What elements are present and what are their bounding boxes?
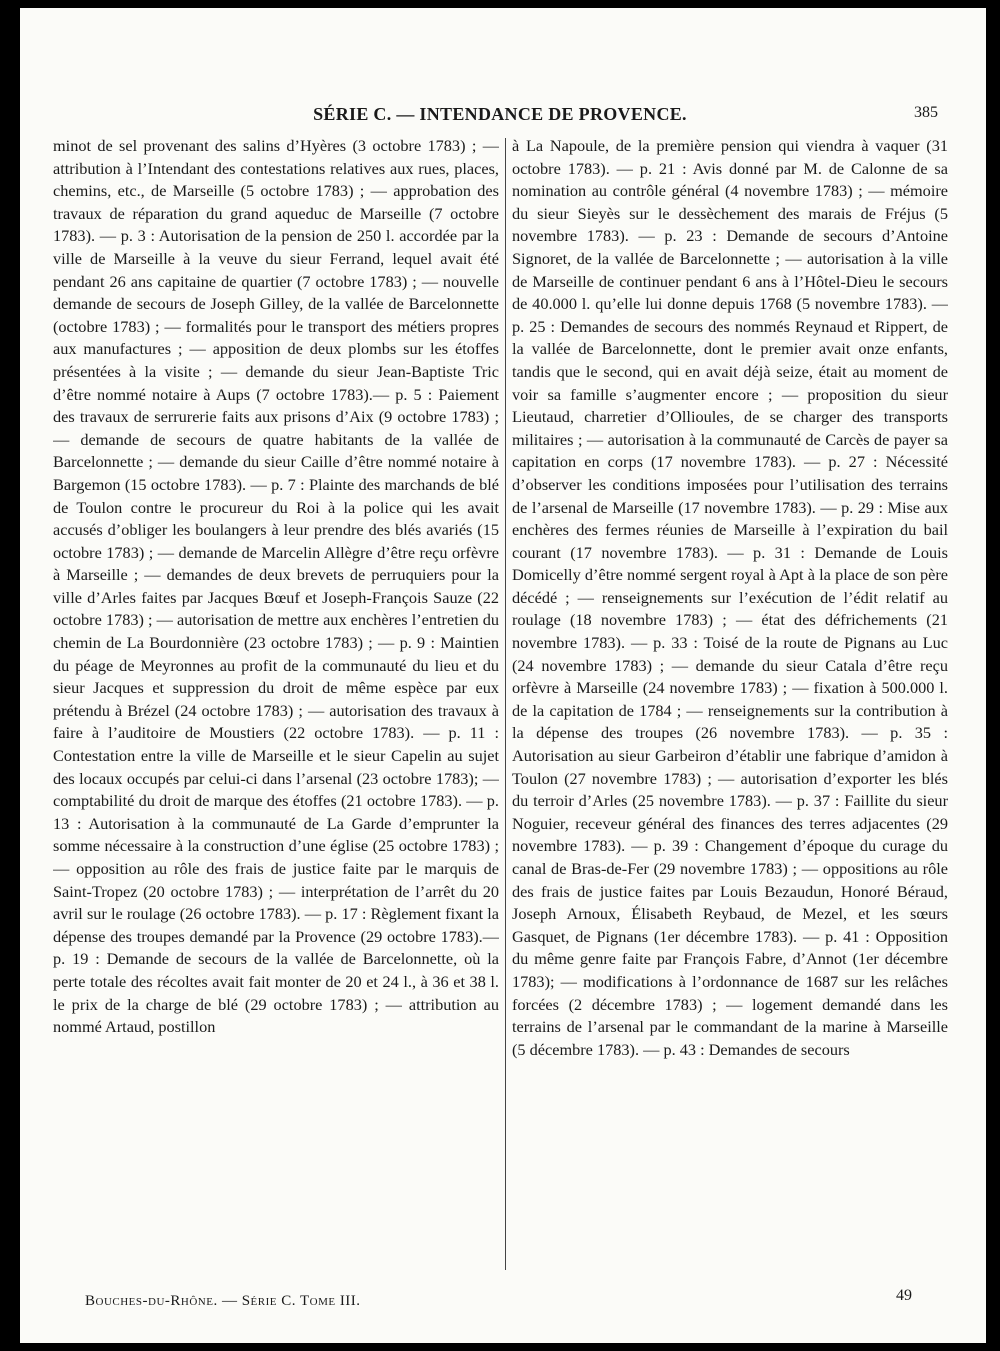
scan-border-left: [0, 0, 20, 1351]
scan-border-right: [986, 0, 1000, 1351]
column-divider: [505, 138, 506, 1270]
page-number: 385: [914, 104, 938, 121]
text-column-left: minot de sel provenant des salins d’Hyères (3 octobre 1783) ; — attribution à l’Intendant des contestations relatives aux rues, places, chemins, etc., de Marseille (5 octobre 1783) ; — approbation des travaux de réparation du grand aqueduc de Marseille (7 octobre 1783). — p. 3 : Autorisation de la pension de 250 l. accordée par la ville de Marseille à la veuve du sieur Ferrand, lequel avait été pendant 26 ans capitaine de quartier (7 octobre 1783) ; — nouvelle demande de secours de Joseph Gilley, de la vallée de Barcelonnette (octobre 1783) ; — formalités pour le transport des métiers propres aux manufactures ; — apposition de deux plombs sur les étoffes présentées à la visite ; — demande du sieur Jean-Baptiste Tric d’être nommé notaire à Aups (7 octobre 1783).— p. 5 : Paiement des travaux de serrurerie faits aux prisons d’Aix (9 octobre 1783) ; — demande de secours de quatre habitants de la vallée de Barcelonnette ; — demande du sieur Caille d’être nommé notaire à Bargemon (15 octobre 1783). — p. 7 : Plainte des marchands de blé de Toulon contre le procureur du Roi à la police qui les avait accusés d’obliger les boulangers à leur prendre des blés avariés (15 octobre 1783) ; — demande de Marcelin Allègre d’être reçu orfèvre à Marseille ; — demandes de deux brevets de perruquiers pour la ville d’Arles faites par Jacques Bœuf et Joseph-François Sauze (22 octobre 1783) ; — autorisation de mettre aux enchères l’entretien du chemin de La Bourdonnière (23 octobre 1783) ; — p. 9 : Maintien du péage de Meyronnes au profit de la communauté du lieu et du sieur Jacques et suppression du droit de même espèce par eux prétendu à Brézel (24 octobre 1783) ; — autorisation des travaux à faire à l’auditoire de Moustiers (22 octobre 1783). — p. 11 : Contestation entre la ville de Marseille et le sieur Capelin au sujet des locaux occupés par celui-ci dans l’arsenal (23 octobre 1783); — comptabilité du droit de marque des étoffes (21 octobre 1783). — p. 13 : Autorisation à la communauté de La Garde d’emprunter la somme nécessaire à la construction d’une église (25 octobre 1783) ; — opposition au rôle des frais de justice faite par le marquis de Saint-Tropez (20 octobre 1783) ; — interprétation de l’arrêt du 20 avril sur le roulage (26 octobre 1783). — p. 17 : Règlement fixant la dépense des troupes demandé par la Provence (29 octobre 1783).— p. 19 : Demande de secours de la vallée de Barcelonnette, où la perte totale des récoltes avait fait monter de 20 et 24 l., à 36 et 38 l. le prix de la charge de blé (29 octobre 1783) ; — attribution au nommé Artaud, postillon: [53, 136, 499, 1037]
footer-volume-label: Bouches-du-Rhône. — Série C. Tome III.: [85, 1293, 361, 1309]
scan-border-top: [0, 0, 1000, 8]
scan-border-bottom: [0, 1343, 1000, 1351]
footer-signature-number: 49: [896, 1287, 912, 1304]
running-header-title: SÉRIE C. — INTENDANCE DE PROVENCE.: [313, 104, 687, 124]
text-column-right: à La Napoule, de la première pension qui viendra à vaquer (31 octobre 1783). — p. 21 : Avis donné par M. de Calonne de sa nomination au contrôle général (4 novembre 1783) ; — mémoire du sieur Sieyès sur le dessèchement des marais de Fréjus (5 novembre 1783). — p. 23 : Demande de secours d’Antoine Signoret, de la vallée de Barcelonnette ; — autorisation à la ville de Marseille de continuer pendant 6 ans à l’Hôtel-Dieu le secours de 40.000 l. qu’elle lui donne depuis 1768 (5 novembre 1783). — p. 25 : Demandes de secours des nommés Reynaud et Rippert, de la vallée de Barcelonnette, dont le premier avait onze enfants, tandis que le second, qui en avait déjà seize, était au moment de voir sa famille s’augmenter encore ; — proposition du sieur Lieutaud, charretier d’Ollioules, de se charger des transports militaires ; — autorisation à la communauté de Carcès de payer sa capitation en corps (17 novembre 1783). — p. 27 : Nécessité d’observer les conditions imposées pour l’utilisation des terrains de l’arsenal de Marseille (17 novembre 1783). — p. 29 : Mise aux enchères des fermes réunies de Marseille à l’expiration du bail courant (17 novembre 1783). — p. 31 : Demande de Louis Domicelly d’être nommé sergent royal à Apt à la place de son père décédé ; — renseignements sur l’exécution de l’édit relatif au roulage (18 novembre 1783) ; — état des défrichements (21 novembre 1783). — p. 33 : Toisé de la route de Pignans au Luc (24 novembre 1783) ; — demande du sieur Catala d’être reçu orfèvre à Marseille (24 novembre 1783) ; — fixation à 500.000 l. de la capitation de 1784 ; — renseignements sur la contribution à la dépense des troupes (26 novembre 1783). — p. 35 : Autorisation au sieur Garbeiron d’établir une fabrique d’amidon à Toulon (27 novembre 1783) ; — autorisation d’exporter les blés du terroir d’Arles (25 novembre 1783). — p. 37 : Faillite du sieur Noguier, receveur général des finances des terres adjacentes (29 novembre 1783). — p. 39 : Changement d’époque du curage du canal de Bras-de-Fer (29 novembre 1783) ; — oppositions au rôle des frais de justice faites par Louis Bezaudun, Honoré Béraud, Joseph Arnoux, Élisabeth Reybaud, de Mezel, et les sœurs Gasquet, de Pignans (1er décembre 1783). — p. 41 : Opposition du même genre faite par François Fabre, d’Annot (1er décembre 1783); — modifications à l’ordonnance de 1687 sur les relâches forcées (2 décembre 1783) ; — logement demandé dans les terrains de l’arsenal par le commandant de la marine à Marseille (5 décembre 1783). — p. 43 : Demandes de secours: [512, 136, 948, 1059]
